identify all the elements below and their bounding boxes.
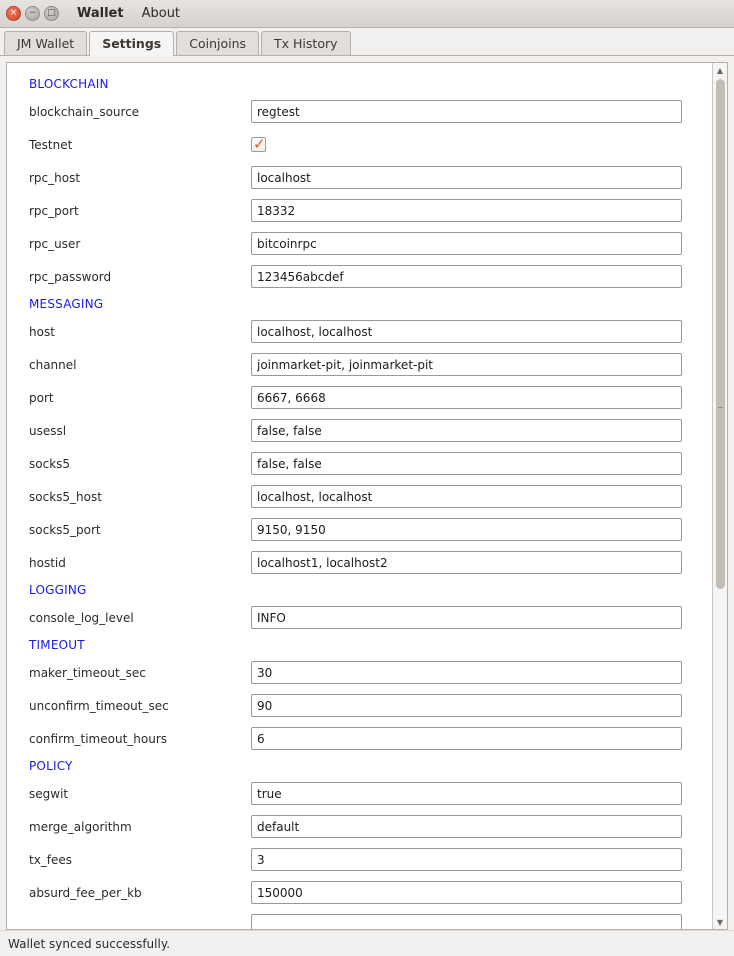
testnet-checkbox[interactable]: [251, 137, 266, 152]
channel-input[interactable]: [251, 353, 682, 376]
setting-field: [251, 518, 682, 541]
merge-algorithm-input[interactable]: [251, 815, 682, 838]
setting-label: Testnet: [29, 137, 73, 152]
setting-label: rpc_port: [29, 203, 79, 218]
setting-field: [251, 727, 682, 750]
setting-row-unconfirm-timeout-sec: [7, 689, 712, 722]
section-title-messaging: MESSAGING: [29, 297, 104, 311]
status-bar: [0, 930, 734, 956]
setting-field: [251, 353, 682, 376]
blockchain-source-input[interactable]: [251, 100, 682, 123]
setting-row-rpc-password: [7, 260, 712, 293]
hostid-input[interactable]: [251, 551, 682, 574]
settings-scrollbar[interactable]: [712, 63, 727, 929]
rpc-host-input[interactable]: [251, 166, 682, 189]
menu-bar: [69, 4, 188, 23]
setting-label: console_log_level: [29, 610, 134, 625]
setting-label: tx_fees: [29, 852, 73, 867]
scrollbar-thumb[interactable]: [716, 79, 725, 589]
setting-field: [251, 166, 682, 189]
setting-row-console-log-level: [7, 601, 712, 634]
absurd-fee-per-kb-input[interactable]: [251, 881, 682, 904]
setting-row-host: [7, 315, 712, 348]
window-controls: [6, 6, 59, 21]
setting-row-blockchain-source: [7, 95, 712, 128]
setting-row-absurd-fee-per-kb: [7, 876, 712, 909]
maker-timeout-sec-input[interactable]: [251, 661, 682, 684]
setting-field: [251, 914, 682, 929]
setting-field: [251, 661, 682, 684]
tab-tx-history[interactable]: Tx History: [261, 31, 350, 55]
content-area: [0, 56, 734, 930]
tx-fees-input[interactable]: [251, 848, 682, 871]
setting-row-hostid: [7, 546, 712, 579]
setting-row-merge-algorithm: [7, 810, 712, 843]
setting-field: [251, 232, 682, 255]
section-title-blockchain: BLOCKCHAIN: [29, 77, 109, 91]
setting-label: absurd_fee_per_kb: [29, 885, 142, 900]
setting-label: blockchain_source: [29, 104, 140, 119]
rpc-port-input[interactable]: [251, 199, 682, 222]
setting-field: [251, 199, 682, 222]
host-input[interactable]: [251, 320, 682, 343]
scrollbar-grip-icon: [718, 407, 723, 408]
setting-label: merge_algorithm: [29, 819, 132, 834]
setting-field: [251, 320, 682, 343]
setting-field: [251, 782, 682, 805]
console-log-level-input[interactable]: [251, 606, 682, 629]
setting-field: [251, 386, 682, 409]
settings-scroll-area: [7, 63, 712, 929]
setting-row-channel: [7, 348, 712, 381]
setting-label: rpc_user: [29, 236, 81, 251]
setting-row-partial: [7, 909, 712, 929]
check-icon: ✓: [253, 135, 266, 153]
rpc-user-input[interactable]: [251, 232, 682, 255]
setting-row-socks5-port: [7, 513, 712, 546]
setting-label: confirm_timeout_hours: [29, 731, 168, 746]
setting-field: [251, 419, 682, 442]
setting-field: [251, 485, 682, 508]
setting-field: [251, 606, 682, 629]
setting-row-tx-fees: [7, 843, 712, 876]
setting-label: channel: [29, 357, 77, 372]
socks5-input[interactable]: [251, 452, 682, 475]
setting-row-rpc-port: [7, 194, 712, 227]
socks5-host-input[interactable]: [251, 485, 682, 508]
close-button[interactable]: [6, 6, 21, 21]
setting-row-usessl: [7, 414, 712, 447]
next-setting-input[interactable]: [251, 914, 682, 929]
setting-field: [251, 694, 682, 717]
section-title-timeout: TIMEOUT: [29, 638, 85, 652]
setting-field: [251, 551, 682, 574]
setting-field: [251, 452, 682, 475]
setting-label: rpc_password: [29, 269, 112, 284]
segwit-input[interactable]: [251, 782, 682, 805]
tab-settings[interactable]: Settings: [89, 31, 174, 56]
setting-label: segwit: [29, 786, 69, 801]
section-title-logging: LOGGING: [29, 583, 87, 597]
confirm-timeout-hours-input[interactable]: [251, 727, 682, 750]
setting-label: hostid: [29, 555, 66, 570]
setting-label: maker_timeout_sec: [29, 665, 146, 680]
maximize-icon: □: [47, 8, 56, 18]
setting-row-rpc-host: [7, 161, 712, 194]
setting-field: [251, 265, 682, 288]
setting-field: [251, 848, 682, 871]
setting-row-testnet: [7, 128, 712, 161]
port-input[interactable]: [251, 386, 682, 409]
setting-label: port: [29, 390, 54, 405]
setting-label: rpc_host: [29, 170, 81, 185]
close-icon: ×: [9, 8, 18, 18]
menu-item-wallet[interactable]: Wallet: [77, 6, 124, 21]
usessl-input[interactable]: [251, 419, 682, 442]
title-bar: [0, 0, 734, 28]
status-text: Wallet synced successfully.: [8, 936, 171, 951]
rpc-password-input[interactable]: [251, 265, 682, 288]
tab-coinjoins[interactable]: Coinjoins: [176, 31, 259, 55]
setting-label: socks5_port: [29, 522, 101, 537]
tab-jm-wallet[interactable]: JM Wallet: [4, 31, 87, 55]
unconfirm-timeout-sec-input[interactable]: [251, 694, 682, 717]
socks5-port-input[interactable]: [251, 518, 682, 541]
maximize-button[interactable]: [44, 6, 59, 21]
settings-panel: [6, 62, 728, 930]
minimize-icon: −: [28, 8, 37, 18]
section-title-policy: POLICY: [29, 759, 73, 773]
setting-row-confirm-timeout-hours: [7, 722, 712, 755]
setting-row-rpc-user: [7, 227, 712, 260]
setting-label: unconfirm_timeout_sec: [29, 698, 169, 713]
setting-field: [251, 815, 682, 838]
minimize-button[interactable]: [25, 6, 40, 21]
setting-field: [251, 881, 682, 904]
setting-row-port: [7, 381, 712, 414]
scroll-up-icon[interactable]: ▲: [716, 65, 724, 75]
tab-bar: [0, 28, 734, 56]
setting-row-socks5-host: [7, 480, 712, 513]
setting-row-segwit: [7, 777, 712, 810]
setting-label: socks5_host: [29, 489, 102, 504]
setting-field: [251, 137, 682, 152]
setting-field: [251, 100, 682, 123]
scrollbar-track[interactable]: [713, 77, 728, 915]
setting-label: usessl: [29, 423, 67, 438]
menu-item-about[interactable]: About: [141, 6, 181, 21]
setting-label: host: [29, 324, 55, 339]
scroll-down-icon[interactable]: ▼: [716, 917, 724, 927]
setting-label: socks5: [29, 456, 71, 471]
setting-row-maker-timeout-sec: [7, 656, 712, 689]
setting-row-socks5: [7, 447, 712, 480]
